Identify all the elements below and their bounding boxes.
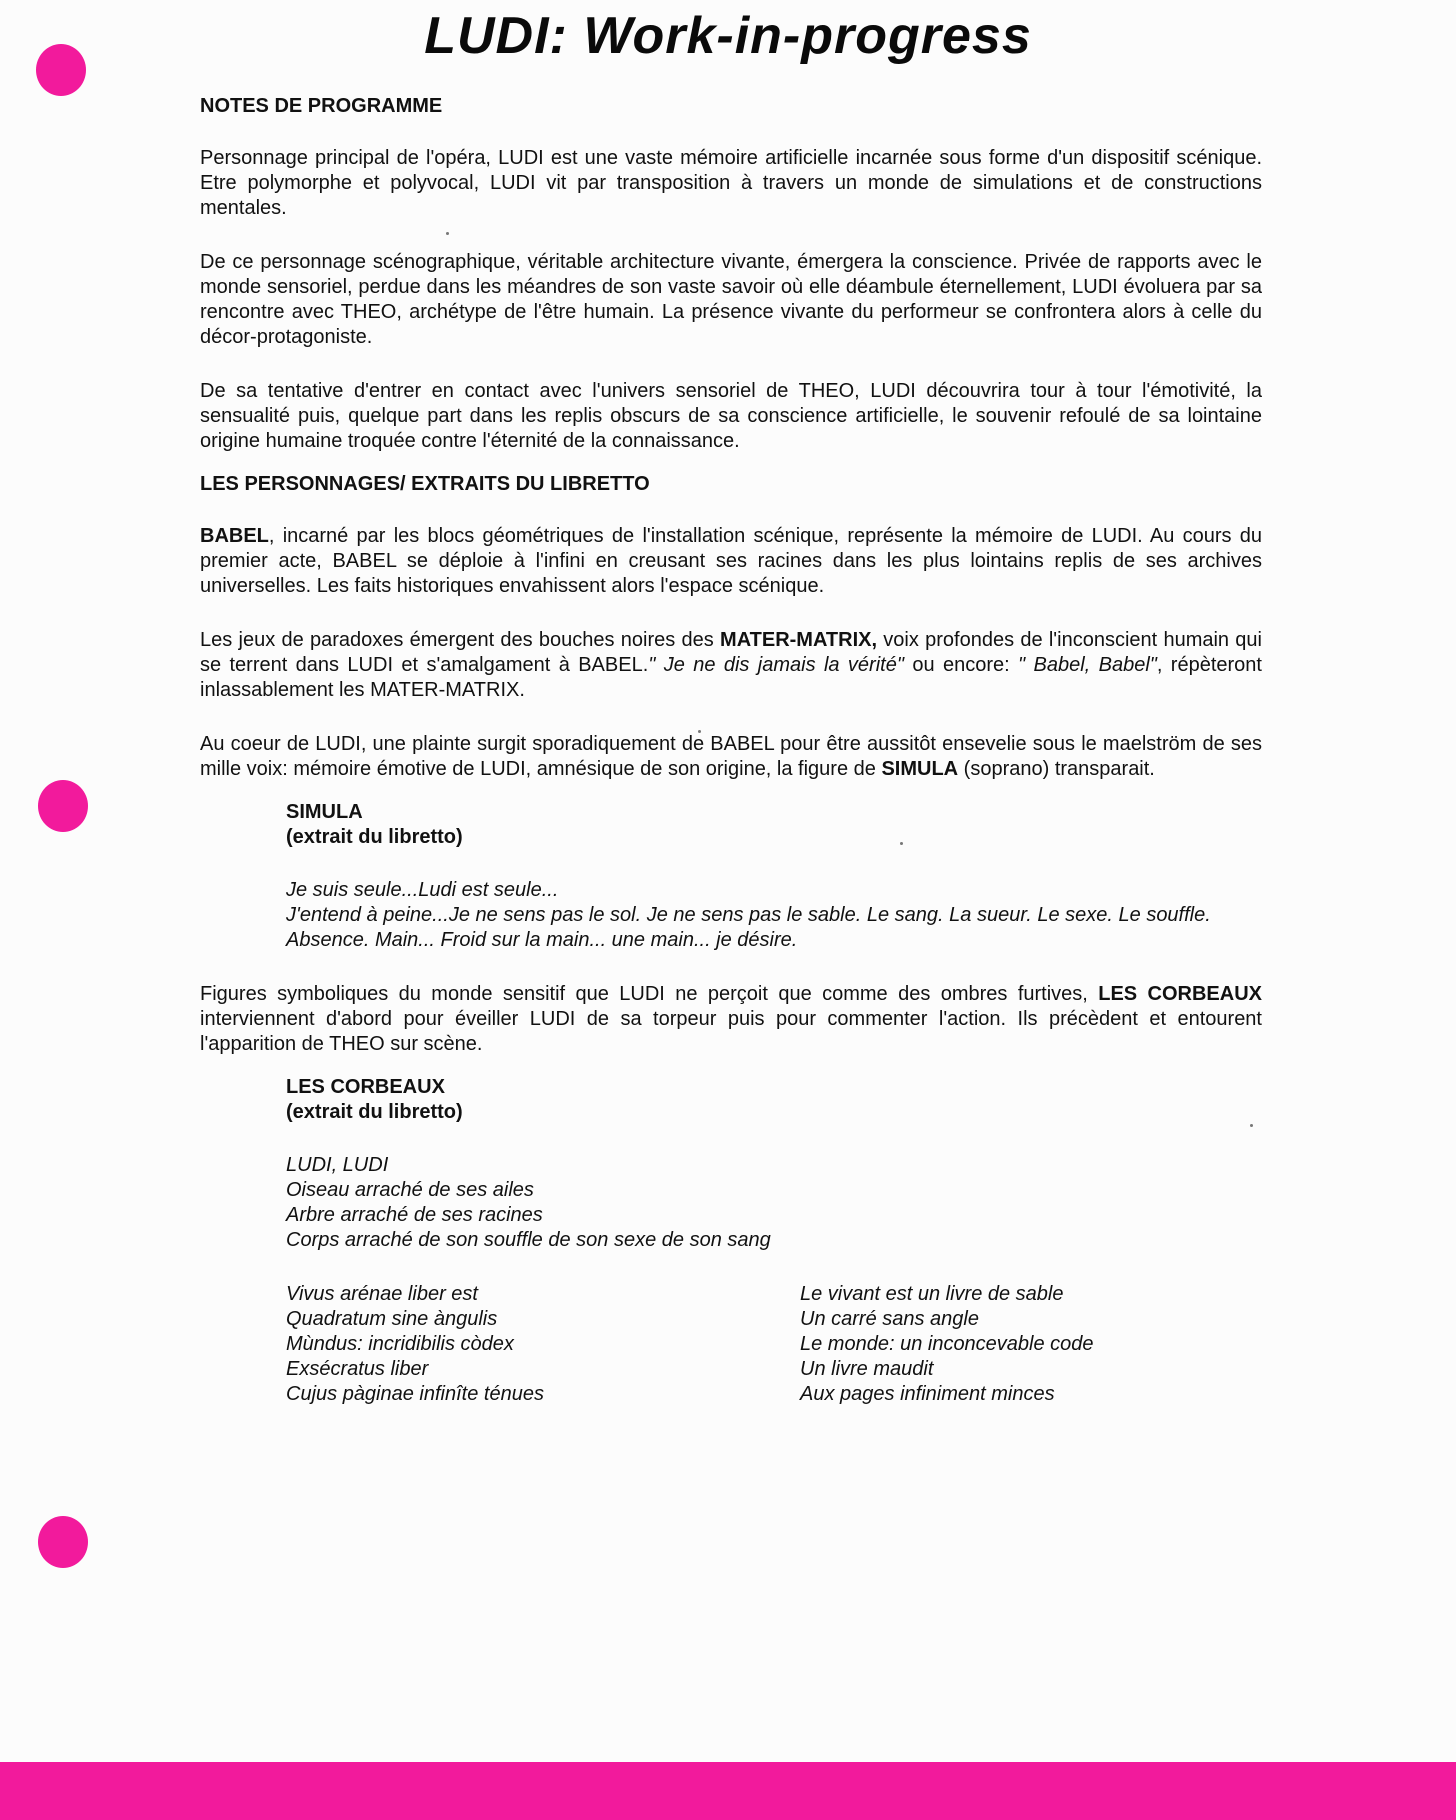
- bilingual-verse: [286, 1282, 1262, 1407]
- french-line: Le vivant est un livre de sable: [800, 1283, 1064, 1305]
- latin-column: [286, 1282, 800, 1407]
- section-heading-notes: NOTES DE PROGRAMME: [200, 95, 443, 117]
- latin-line: Quadratum sine àngulis: [286, 1308, 498, 1330]
- quote-verite: " Je ne dis jamais la vérité": [648, 654, 904, 676]
- libretto-excerpt-simula: [286, 800, 1262, 953]
- latin-line: Mùndus: incridibilis còdex: [286, 1333, 514, 1355]
- libretto-line: Corps arraché de son souffle de son sexe de son sang: [286, 1229, 771, 1251]
- libretto-line: Je suis seule...Ludi est seule...: [286, 879, 559, 901]
- character-name-mater-matrix: MATER-MATRIX,: [720, 629, 878, 651]
- paragraph-intro: Personnage principal de l'opéra, LUDI est une vaste mémoire artificielle incarnée sous forme d'un dispositif scénique. Etre polymorphe et polyvocal, LUDI vit par transposition à travers un monde de simulations et de constructions mentales.: [200, 147, 1262, 219]
- excerpt-title: LES CORBEAUX: [286, 1076, 445, 1098]
- libretto-line: LUDI, LUDI: [286, 1154, 389, 1176]
- latin-line: Vivus arénae liber est: [286, 1283, 478, 1305]
- libretto-line: Absence. Main... Froid sur la main... une main... je désire.: [286, 929, 798, 951]
- character-name-corbeaux: LES CORBEAUX: [1098, 983, 1263, 1005]
- paragraph-babel: BABEL, incarné par les blocs géométriques de l'installation scénique, représente la mémoire de LUDI. Au cours du premier acte, BABEL se déploie à l'infini en creusant ses racines dans les plus lointains replis de ses archives universelles. Les faits historiques envahissent alors l'espace scénique.: [200, 525, 1262, 597]
- character-name-babel: BABEL: [200, 525, 269, 547]
- page-title: LUDI: Work-in-progress: [424, 7, 1032, 65]
- punch-hole: [38, 780, 88, 832]
- french-column: [800, 1282, 1260, 1407]
- excerpt-title: SIMULA: [286, 801, 363, 823]
- latin-line: Exsécratus liber: [286, 1358, 429, 1380]
- character-name-simula: SIMULA: [881, 758, 959, 780]
- french-line: Un livre maudit: [800, 1358, 934, 1380]
- french-line: Un carré sans angle: [800, 1308, 979, 1330]
- paragraph-conscience: De ce personnage scénographique, véritable architecture vivante, émergera la conscience. Privée de rapports avec le monde sensoriel, perdue dans les méandres de son vaste savoir où elle déambule éternellement, LUDI évoluera par sa rencontre avec THEO, archétype de l'être humain. La présence vivante du performeur se confrontera alors à celle du décor-protagoniste.: [200, 251, 1262, 348]
- paragraph-simula-intro: Au coeur de LUDI, une plainte surgit sporadiquement de BABEL pour être aussitôt ensevelie sous le maelström de ses mille voix: mémoire émotive de LUDI, amnésique de son origine, la figure de SIMULA (soprano) transparait.: [200, 733, 1262, 780]
- pink-backing-strip: [0, 1762, 1456, 1820]
- libretto-line: J'entend à peine...Je ne sens pas le sol. Je ne sens pas le sable. Le sang. La sueur. Le sexe. Le souffle.: [286, 904, 1211, 926]
- french-line: Aux pages infiniment minces: [800, 1383, 1055, 1405]
- libretto-line: Oiseau arraché de ses ailes: [286, 1179, 534, 1201]
- excerpt-note: (extrait du libretto): [286, 1101, 463, 1123]
- main-content: [200, 94, 1262, 1407]
- french-line: Le monde: un inconcevable code: [800, 1333, 1094, 1355]
- punch-hole: [38, 1516, 88, 1568]
- paragraph-mater-matrix: Les jeux de paradoxes émergent des bouches noires des MATER-MATRIX, voix profondes de l'inconscient humain qui se terrent dans LUDI et s'amalgament à BABEL." Je ne dis jamais la vérité" ou encore: " Babel, Babel", répèteront inlassablement les MATER-MATRIX.: [200, 629, 1262, 701]
- quote-babel: " Babel, Babel": [1018, 654, 1157, 676]
- paragraph-theo: De sa tentative d'entrer en contact avec l'univers sensoriel de THEO, LUDI découvrira tour à tour l'émotivité, la sensualité puis, quelque part dans les replis obscurs de sa conscience artificielle, le souvenir refoulé de sa lointaine origine humaine troquée contre l'éternité de la connaissance.: [200, 380, 1262, 452]
- libretto-line: Arbre arraché de ses racines: [286, 1204, 543, 1226]
- paragraph-corbeaux-intro: Figures symboliques du monde sensitif que LUDI ne perçoit que comme des ombres furtives, LES CORBEAUX interviennent d'abord pour éveiller LUDI de sa torpeur puis pour commenter l'action. Ils précèdent et entourent l'apparition de THEO sur scène.: [200, 983, 1263, 1055]
- latin-line: Cujus pàginae infinîte ténues: [286, 1383, 544, 1405]
- excerpt-note: (extrait du libretto): [286, 826, 463, 848]
- libretto-excerpt-corbeaux: [286, 1075, 1262, 1253]
- section-heading-personnages: LES PERSONNAGES/ EXTRAITS DU LIBRETTO: [200, 473, 650, 495]
